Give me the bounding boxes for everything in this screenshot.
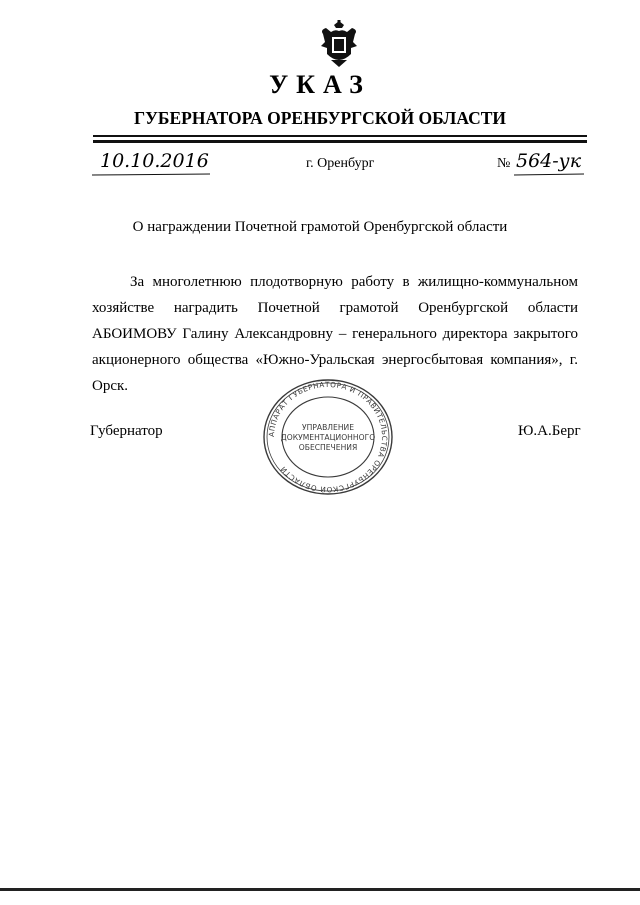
document-subject: О награждении Почетной грамотой Оренбургской области <box>132 219 508 235</box>
document-date: 10.10.2016 <box>100 150 209 172</box>
signatory-name: Ю.А.Берг <box>518 423 581 439</box>
stamp-line-1: УПРАВЛЕНИЕ <box>301 423 355 432</box>
document-number: 564-ук <box>516 150 582 172</box>
document-subtitle: ГУБЕРНАТОРА ОРЕНБУРГСКОЙ ОБЛАСТИ <box>133 108 507 128</box>
coat-of-arms-icon <box>317 20 361 68</box>
stamp-line-2: ДОКУМЕНТАЦИОННОГО <box>280 433 376 442</box>
signatory-title: Губернатор <box>90 423 163 439</box>
stamp-ring-text: АППАРАТ ГУБЕРНАТОРА И ПРАВИТЕЛЬСТВА ОРЕНБУРГСКОЙ ОБЛАСТИ <box>266 379 390 495</box>
header-rule-thick <box>93 140 587 143</box>
official-stamp <box>262 378 394 496</box>
header-rule-thin <box>93 135 587 137</box>
number-sign: № <box>497 156 511 171</box>
document-city: г. Оренбург <box>306 156 375 171</box>
document-title: УКАЗ <box>269 70 371 99</box>
document-body: За многолетнюю плодотворную работу в жилищно-коммунальном хозяйстве наградить Почетной грамотой Оренбургской области АБОИМОВУ Галину Александровну – генерального директора закрытого акционерного общества «Южно-Уральская энергосбытовая компания», г. Орск. <box>92 274 578 394</box>
stamp-line-3: ОБЕСПЕЧЕНИЯ <box>298 443 358 452</box>
bottom-rule <box>0 888 640 891</box>
